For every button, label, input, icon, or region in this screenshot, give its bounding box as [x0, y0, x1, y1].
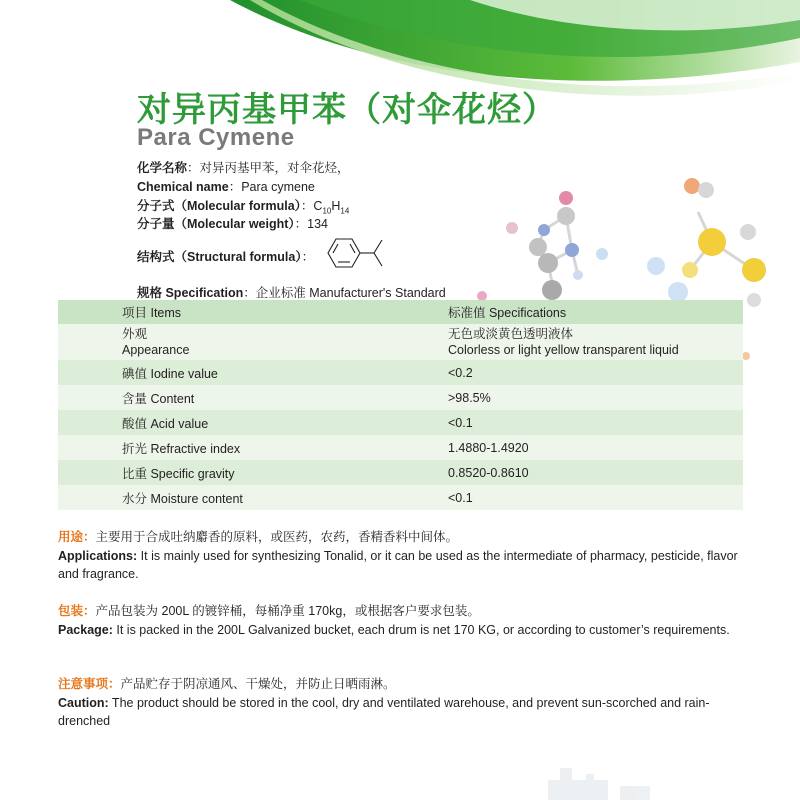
chemical-name-en-value: ：Para cymene: [228, 180, 315, 194]
header-specifications: 标准值 Specifications: [448, 306, 567, 320]
structural-formula: [137, 247, 314, 265]
table-row: [58, 360, 743, 385]
specification-value: ：企业标准 Manufacturer's Standard: [243, 286, 446, 300]
table-cell-spec: [400, 324, 743, 360]
table-cell-spec: >98.5%: [448, 390, 491, 405]
chemical-name-cn-label: 化学名称: [137, 161, 188, 175]
table-row: [58, 385, 743, 410]
specification-label: 规格 Specification: [137, 286, 244, 300]
applications-en-label: Applications:: [58, 549, 138, 563]
table-cell-spec: 1.4880-1.4920: [448, 440, 529, 455]
chemical-name-en: [137, 177, 315, 195]
molecular-weight: [137, 214, 328, 232]
structural-formula-image: [322, 232, 402, 274]
molecular-formula: [137, 196, 349, 216]
structural-formula-colon: ：: [301, 250, 315, 264]
table-cell-item: 酸值 Acid value: [122, 416, 209, 431]
chemical-name-cn-value: ：对异丙基甲苯，对伞花烃，: [187, 161, 350, 175]
specification-table: [58, 300, 743, 510]
applications-en-text: It is mainly used for synthesizing Tonalid, or it can be used as the intermediate of pharmacy, pesticide, flavor and fragrance.: [58, 549, 738, 581]
package-cn-label: 包装：: [58, 604, 96, 618]
table-cell-item: 碘值 Iodine value: [122, 366, 218, 381]
package-en: [58, 621, 748, 639]
product-title-en: Para Cymene: [137, 124, 295, 151]
product-title-cn: 对异丙基甲苯（对伞花烃）: [137, 90, 557, 130]
molecular-formula-label: 分子式（Molecular formula）: [137, 199, 301, 213]
package-cn-text: 产品包装为 200L 的镀锌桶，每桶净重 170kg，或根据客户要求包装。: [95, 604, 480, 618]
table-row: [58, 435, 743, 460]
table-header-row: [58, 300, 743, 324]
item-en: Appearance: [122, 343, 190, 357]
chemical-name-en-label: Chemical name: [137, 180, 229, 194]
caution-cn: [58, 675, 748, 693]
table-cell-item: [58, 324, 400, 360]
molecular-weight-value: ：134: [294, 217, 329, 231]
table-cell-spec: <0.2: [448, 365, 473, 380]
table-cell-item: 水分 Moisture content: [122, 491, 243, 506]
spec-en: Colorless or light yellow transparent liquid: [448, 343, 679, 357]
specification: [137, 283, 446, 301]
chemical-name-cn: [137, 158, 350, 176]
applications-cn-text: 主要用于合成吐纳麝香的原料，或医药，农药，香精香料中间体。: [95, 530, 459, 544]
formula-h-sub: 14: [340, 206, 350, 216]
formula-c: ：C: [300, 199, 323, 213]
table-cell-item: 含量 Content: [122, 391, 195, 406]
package-en-label: Package:: [58, 623, 113, 637]
item-cn: 外观: [122, 327, 148, 341]
caution-en: [58, 694, 748, 730]
table-cell-spec: 0.8520-0.8610: [448, 465, 529, 480]
formula-h: H: [331, 199, 341, 213]
caution-en-label: Caution:: [58, 696, 109, 710]
applications-en: [58, 547, 748, 583]
package-en-text: It is packed in the 200L Galvanized bucket, each drum is net 170 KG, or according to customer’s requirements.: [112, 623, 730, 637]
bottom-faded-decoration: [0, 740, 800, 800]
caution-en-text: The product should be stored in the cool, dry and ventilated warehouse, and prevent sun-scorched and rain-drenched: [58, 696, 710, 728]
package-cn: [58, 602, 748, 620]
table-row: [58, 324, 743, 360]
structural-formula-label: 结构式（Structural formula）: [137, 250, 302, 264]
header-items: 项目 Items: [122, 306, 182, 320]
caution-cn-label: 注意事项：: [58, 677, 121, 691]
table-cell-spec: <0.1: [448, 415, 473, 430]
table-cell-spec: <0.1: [448, 490, 473, 505]
molecular-weight-label: 分子量（Molecular weight）: [137, 217, 295, 231]
formula-c-sub: 10: [322, 206, 332, 216]
table-row: [58, 460, 743, 485]
applications-cn-label: 用途：: [58, 530, 96, 544]
table-cell-item: 比重 Specific gravity: [122, 466, 235, 481]
table-row: [58, 485, 743, 510]
spec-cn: 无色或淡黄色透明液体: [448, 327, 574, 341]
caution-cn-text: 产品贮存于阴凉通风、干燥处，并防止日晒雨淋。: [120, 677, 396, 691]
applications-cn: [58, 528, 748, 546]
table-cell-item: 折光 Refractive index: [122, 441, 241, 456]
table-row: [58, 410, 743, 435]
